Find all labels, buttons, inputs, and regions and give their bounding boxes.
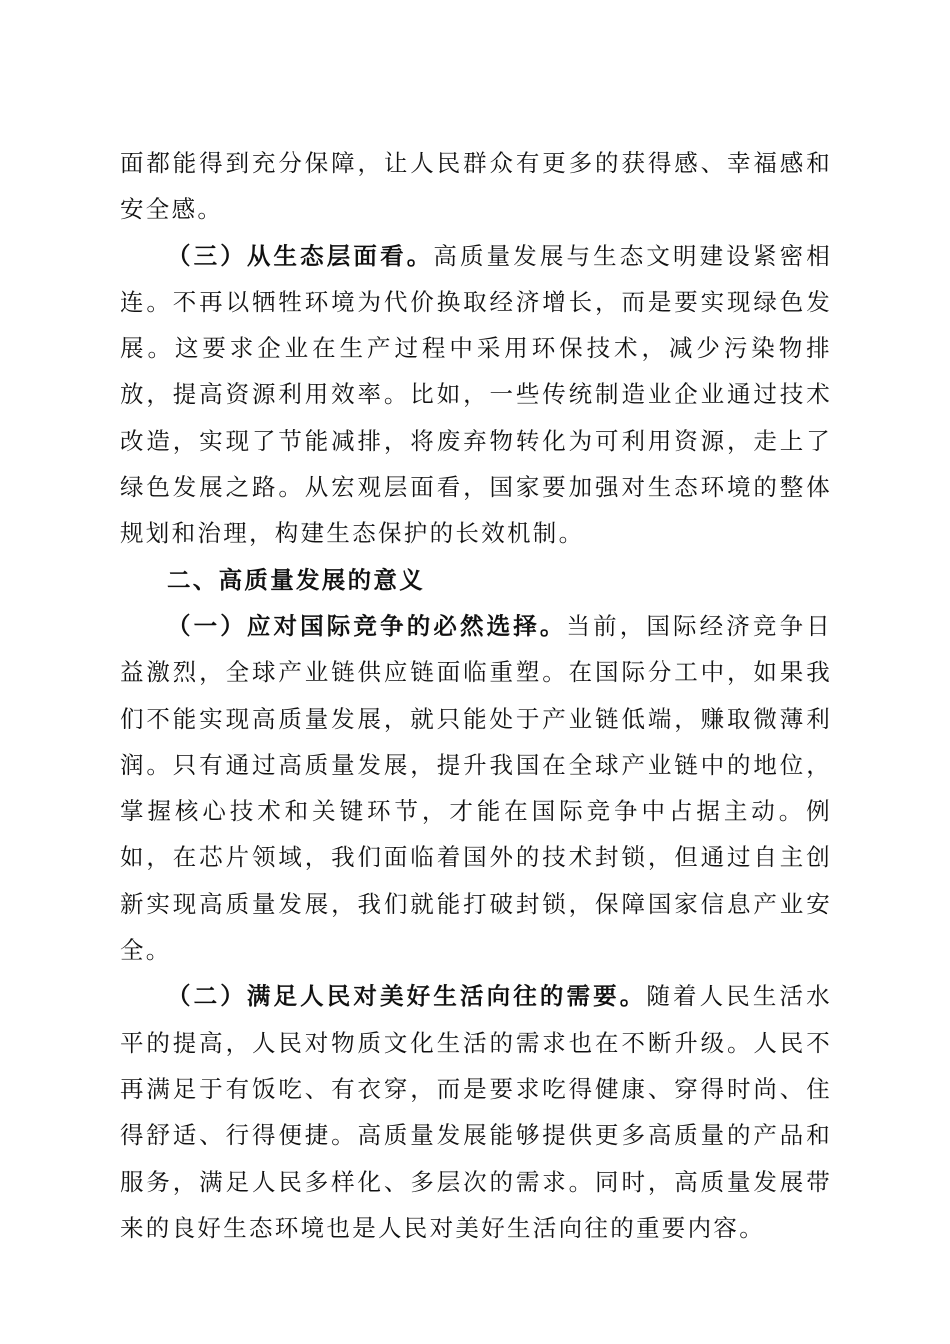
paragraph-lead: （三）从生态层面看。: [167, 241, 434, 270]
paragraph-text: 高质量发展与生态文明建设紧密相连。不再以牺牲环境为代价换取经济增长，而是要实现绿色发展。这要求企业在生产过程中采用环保技术，减少污染物排放，提高资源利用效率。比如，一些传统制造业企业通过技术改造，实现了节能减排，将废弃物转化为可利用资源，走上了绿色发展之路。从宏观层面看，国家要加强对生态环境的整体规划和治理，构建生态保护的长效机制。: [120, 241, 833, 548]
paragraph-continuation: [120, 140, 832, 233]
paragraph-lead: （一）应对国际竞争的必然选择。: [167, 611, 567, 640]
paragraph-text: 面都能得到充分保障，让人民群众有更多的获得感、幸福感和安全感。: [120, 149, 832, 224]
paragraph-ecology: [120, 233, 832, 557]
paragraph-text: 当前，国际经济竞争日益激烈，全球产业链供应链面临重塑。在国际分工中，如果我们不能实现高质量发展，就只能处于产业链低端，赚取微薄利润。只有通过高质量发展，提升我国在全球产业链中的地位，掌握核心技术和关键环节，才能在国际竞争中占据主动。例如，在芯片领域，我们面临着国外的技术封锁，但通过自主创新实现高质量发展，我们就能打破封锁，保障国家信息产业安全。: [120, 611, 832, 965]
paragraph-international-competition: [120, 603, 832, 973]
section-heading: 二、高质量发展的意义: [167, 565, 425, 594]
document-page: [120, 140, 832, 1251]
paragraph-better-life: [120, 973, 832, 1251]
paragraph-lead: （二）满足人民对美好生活向往的需要。: [167, 982, 647, 1011]
paragraph-text: 随着人民生活水平的提高，人民对物质文化生活的需求也在不断升级。人民不再满足于有饭吃、有衣穿，而是要求吃得健康、穿得时尚、住得舒适、行得便捷。高质量发展能够提供更多高质量的产品和服务，满足人民多样化、多层次的需求。同时，高质量发展带来的良好生态环境也是人民对美好生活向往的重要内容。: [120, 982, 832, 1242]
